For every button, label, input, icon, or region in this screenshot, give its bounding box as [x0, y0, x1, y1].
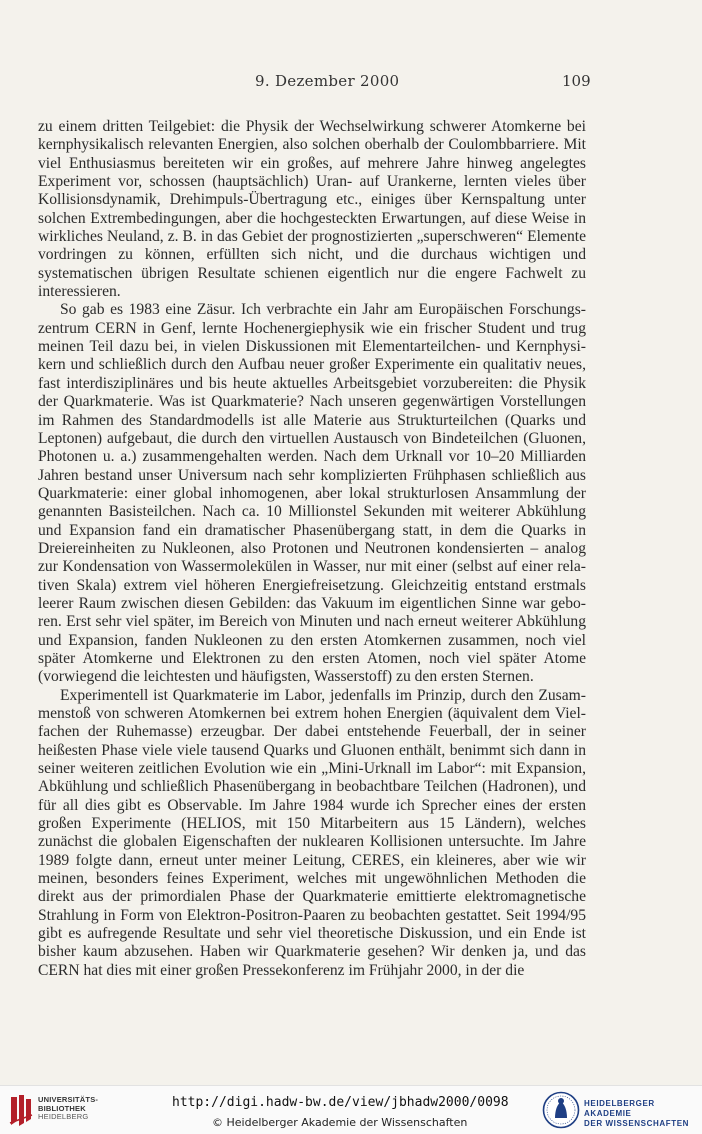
university-library-name: [38, 1096, 98, 1122]
academy-line-2: DER WISSENSCHAFTEN: [584, 1119, 690, 1128]
body-text: [38, 118, 586, 980]
document-url-link[interactable]: http://digi.hadw-bw.de/view/jbhadw2000/0098: [172, 1095, 509, 1110]
paragraph: zu einem dritten Teilgebiet: die Physik der Wechselwirkung schwerer Atomkerne bei kernphysikalisch relevanten Energien, also solchen oberhalb der Coulombbarriere. Mit viel Enthusiasmus bereiteten wir ein großes, auf mehrere Jahre hinweg angelegtes Experiment vor, schossen (hauptsächlich) Uran- auf Urankerne, lernten vieles über Kollisionsdynamik, Drehimpuls-Übertragung etc., einiges über Kernspaltung unter solchen Extrembedingungen, aber die hochgesteckten Erwartungen, auf diese Weise in wirkliches Neuland, z. B. in das Gebiet der prognostizierten „superschweren“ Elemente vordringen zu können, erfüllten sich nicht, und die durchaus wichtigen und systematischen übrigen Resultate schienen eigentlich nur die engere Fachwelt zu interessieren.: [38, 118, 586, 301]
academy-name: [584, 1099, 702, 1129]
copyright-notice: © Heidelberger Akademie der Wissenschaften: [212, 1116, 468, 1129]
academy-seal-icon[interactable]: [542, 1091, 580, 1129]
university-library-logo-icon[interactable]: [8, 1093, 34, 1127]
page-number: 109: [562, 72, 591, 90]
academy-line-1: HEIDELBERGER AKADEMIE: [584, 1099, 655, 1118]
running-head-date: 9. Dezember 2000: [255, 72, 400, 90]
footer-bar: [0, 1085, 702, 1134]
library-line-2: BIBLIOTHEK: [38, 1103, 86, 1113]
page-header: [0, 72, 702, 92]
paragraph: So gab es 1983 eine Zäsur. Ich verbrachte ein Jahr am Europäischen Forschungszentrum CERN in Genf, lernte Hochenergiephysik wie ein frischer Student und trug meinen Teil dazu bei, in vielen Diskussionen mit Elementarteilchen- und Kernphysikern und schließlich durch den Aufbau neuer großer Experimente ein qualitativ neues, fast interdisziplinäres und bis heute aktuelles Arbeitsgebiet vorzubereiten: die Physik der Quarkmaterie. Was ist Quarkmaterie? Nach unseren gegenwärtigen Vorstellungen im Rahmen des Standardmodells ist alle Materie aus Strukturteilchen (Quarks und Leptonen) aufgebaut, die durch den virtuellen Austausch von Bindeteilchen (Gluonen, Photonen u. a.) zusammengehalten werden. Nach dem Urknall vor 10–20 Milliarden Jahren bestand unser Universum nach sehr komplizierten Frühphasen schließlich aus Quarkmaterie: einer global inhomogenen, aber lokal strukturlosen Ansammlung der genannten Basisteilchen. Nach ca. 10 Millionstel Sekunden mit weiterer Abkühlung und Expansion fand ein dramatischer Phasenübergang statt, in dem die Quarks in Dreiereinheiten zu Nukleonen, also Protonen und Neutronen kondensierten – analog zur Kondensation von Wassermolekülen in Wasser, nur mit einer (selbst auf einer relativen Skala) extrem viel höheren Energiefreisetzung. Gleichzeitig entstand erstmals leerer Raum zwischen diesen Gebilden: das Vakuum im eigentlichen Sinne war geboren. Erst sehr viel später, im Bereich von Minuten und nach erneut weiterer Abkühlung und Expansion, fanden Nukleonen zu den ersten Atomkernen zusammen, noch viel später Atomkerne und Elektronen zu den ersten Atomen, noch viel später Atome (vorwiegend die leichtesten und häufigsten, Wasserstoff) zu den ersten Sternen.: [38, 301, 586, 686]
library-line-1: UNIVERSITÄTS-: [38, 1095, 99, 1104]
library-line-3: HEIDELBERG: [38, 1112, 89, 1122]
paragraph: Experimentell ist Quarkmaterie im Labor, jedenfalls im Prinzip, durch den Zusammenstoß von schweren Atomkernen bei extrem hohen Energien (äquivalent dem Vielfachen der Ruhemasse) erzeugbar. Der dabei entstehende Feuerball, der in seiner heißesten Phase viele viele tausend Quarks und Gluonen enthält, benimmt sich dann in seiner weiteren zeitlichen Evolution wie ein „Mini-Urknall im Labor“: mit Expansion, Abkühlung und schließlich Phasenübergang in beobachtbare Teilchen (Hadronen), und für all dies gibt es Observable. Im Jahre 1984 wurde ich Sprecher eines der ersten großen Experimente (HELIOS, mit 150 Mitarbeitern aus 15 Ländern), welches zunächst die globalen Eigenschaften der nuklearen Kollisionen untersuchte. Im Jahre 1989 folgte dann, erneut unter meiner Leitung, CERES, ein kleineres, aber wie wir meinen, besonders feines Experiment, welches mit ungewöhnlichen Methoden die direkt aus der primordialen Phase der Quarkmaterie emittierte elektromagnetische Strahlung in Form von Elektron-Positron-Paaren zu beobachten gestattet. Seit 1994/95 gibt es aufregende Resultate und sehr viel theoretische Diskussion, und ein Ende ist bisher kaum abzusehen. Haben wir Quarkmaterie gesehen? Wir denken ja, und das CERN hat dies mit einer großen Pressekonferenz im Frühjahr 2000, in der die: [38, 686, 586, 979]
